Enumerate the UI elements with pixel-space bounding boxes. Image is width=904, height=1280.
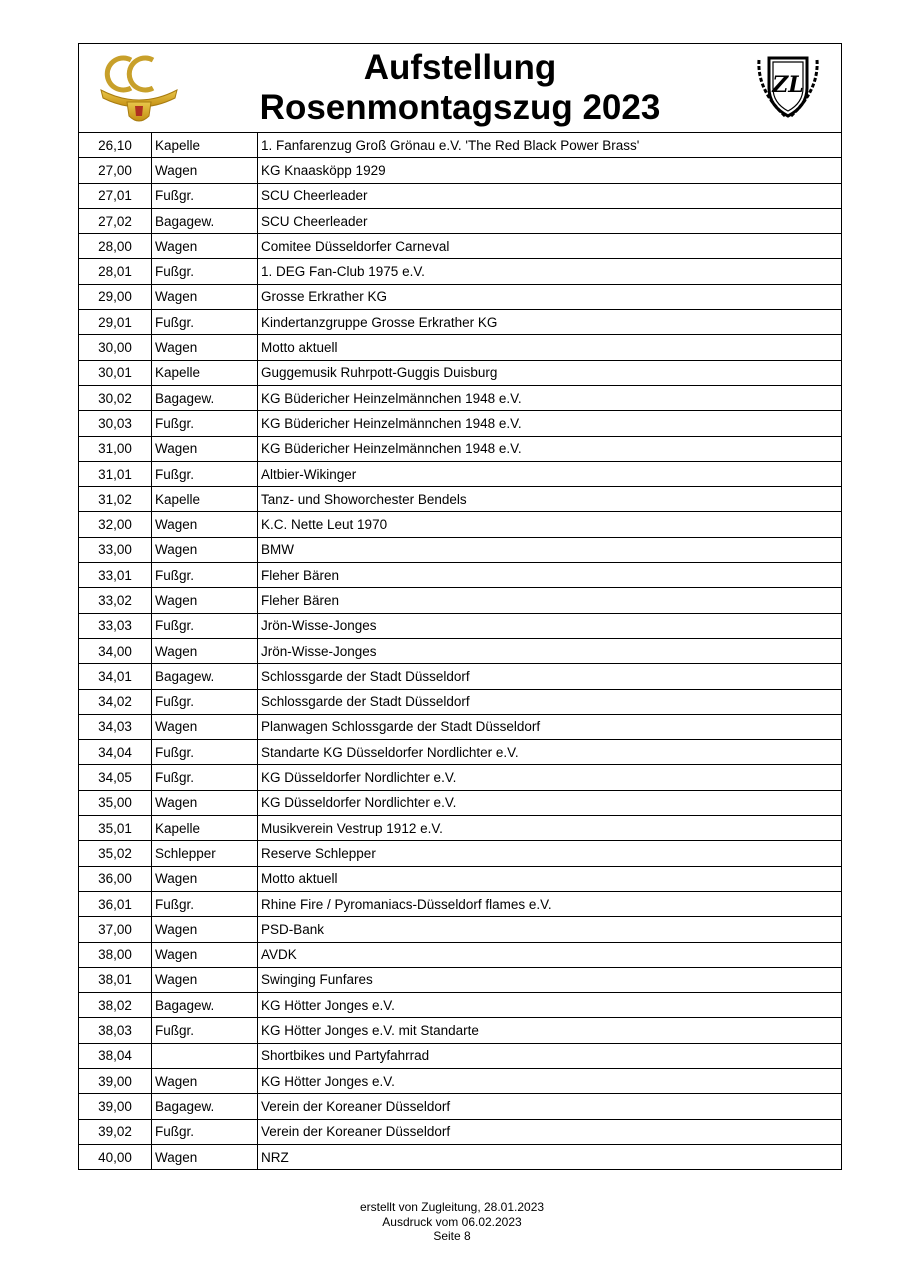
cell-participant-name: Fleher Bären xyxy=(258,563,842,588)
cell-position-number: 27,02 xyxy=(79,208,152,233)
table-row xyxy=(79,360,841,385)
cell-unit-type: Wagen xyxy=(152,158,258,183)
cell-participant-name: PSD-Bank xyxy=(258,917,842,942)
cell-participant-name: Planwagen Schlossgarde der Stadt Düsseldorf xyxy=(258,714,842,739)
cell-unit-type: Bagagew. xyxy=(152,208,258,233)
table-row xyxy=(79,1043,841,1068)
cell-unit-type: Fußgr. xyxy=(152,765,258,790)
title-line-2: Rosenmontagszug 2023 xyxy=(259,88,661,127)
cell-unit-type: Wagen xyxy=(152,790,258,815)
cell-participant-name: Jrön-Wisse-Jonges xyxy=(258,638,842,663)
cell-position-number: 31,01 xyxy=(79,461,152,486)
cell-unit-type: Wagen xyxy=(152,1144,258,1169)
cell-position-number: 37,00 xyxy=(79,917,152,942)
cell-unit-type: Kapelle xyxy=(152,816,258,841)
title-line-1: Aufstellung xyxy=(363,48,557,87)
table-row xyxy=(79,537,841,562)
cell-participant-name: AVDK xyxy=(258,942,842,967)
cell-position-number: 32,00 xyxy=(79,512,152,537)
table-row xyxy=(79,461,841,486)
cell-unit-type: Wagen xyxy=(152,436,258,461)
cell-position-number: 38,04 xyxy=(79,1043,152,1068)
table-row xyxy=(79,1068,841,1093)
cell-participant-name: KG Düsseldorfer Nordlichter e.V. xyxy=(258,790,842,815)
cell-position-number: 27,00 xyxy=(79,158,152,183)
svg-text:ZL: ZL xyxy=(772,72,804,98)
cell-unit-type: Bagagew. xyxy=(152,1094,258,1119)
cell-position-number: 33,03 xyxy=(79,613,152,638)
cell-unit-type: Wagen xyxy=(152,967,258,992)
table-row xyxy=(79,385,841,410)
cell-participant-name: 1. Fanfarenzug Groß Grönau e.V. 'The Red Black Power Brass' xyxy=(258,133,842,158)
cell-participant-name: NRZ xyxy=(258,1144,842,1169)
cell-unit-type: Fußgr. xyxy=(152,310,258,335)
cell-position-number: 34,02 xyxy=(79,689,152,714)
cell-unit-type: Wagen xyxy=(152,714,258,739)
cell-participant-name: Swinging Funfares xyxy=(258,967,842,992)
page-footer xyxy=(0,1200,904,1244)
cell-unit-type: Wagen xyxy=(152,917,258,942)
cell-position-number: 34,05 xyxy=(79,765,152,790)
cell-participant-name: Motto aktuell xyxy=(258,866,842,891)
page-title xyxy=(79,48,841,128)
cell-unit-type: Bagagew. xyxy=(152,385,258,410)
cell-unit-type: Fußgr. xyxy=(152,1119,258,1144)
cell-position-number: 39,00 xyxy=(79,1094,152,1119)
footer-page-number: Seite 8 xyxy=(433,1229,471,1243)
cell-unit-type: Wagen xyxy=(152,638,258,663)
table-row xyxy=(79,284,841,309)
table-row xyxy=(79,563,841,588)
cell-unit-type: Fußgr. xyxy=(152,891,258,916)
cell-position-number: 34,03 xyxy=(79,714,152,739)
cell-unit-type: Fußgr. xyxy=(152,461,258,486)
cell-participant-name: Kindertanzgruppe Grosse Erkrather KG xyxy=(258,310,842,335)
table-row xyxy=(79,866,841,891)
cell-unit-type: Kapelle xyxy=(152,360,258,385)
cell-position-number: 30,02 xyxy=(79,385,152,410)
cell-unit-type: Bagagew. xyxy=(152,664,258,689)
cell-position-number: 29,01 xyxy=(79,310,152,335)
cell-unit-type: Fußgr. xyxy=(152,259,258,284)
cell-unit-type: Wagen xyxy=(152,234,258,259)
cell-unit-type xyxy=(152,1043,258,1068)
table-row xyxy=(79,310,841,335)
cell-unit-type: Wagen xyxy=(152,512,258,537)
cell-position-number: 40,00 xyxy=(79,1144,152,1169)
table-row xyxy=(79,335,841,360)
cell-position-number: 35,02 xyxy=(79,841,152,866)
table-row xyxy=(79,740,841,765)
cell-participant-name: KG Büdericher Heinzelmännchen 1948 e.V. xyxy=(258,385,842,410)
cell-unit-type: Schlepper xyxy=(152,841,258,866)
table-row xyxy=(79,917,841,942)
table-row xyxy=(79,259,841,284)
cell-participant-name: Motto aktuell xyxy=(258,335,842,360)
table-row xyxy=(79,1144,841,1169)
cell-participant-name: Verein der Koreaner Düsseldorf xyxy=(258,1119,842,1144)
table-row xyxy=(79,689,841,714)
cell-participant-name: SCU Cheerleader xyxy=(258,208,842,233)
cell-position-number: 30,03 xyxy=(79,411,152,436)
cell-unit-type: Wagen xyxy=(152,942,258,967)
cell-participant-name: Fleher Bären xyxy=(258,588,842,613)
table-row xyxy=(79,790,841,815)
cell-unit-type: Fußgr. xyxy=(152,740,258,765)
table-row xyxy=(79,1119,841,1144)
cell-participant-name: Altbier-Wikinger xyxy=(258,461,842,486)
cell-participant-name: KG Büdericher Heinzelmännchen 1948 e.V. xyxy=(258,436,842,461)
cell-participant-name: 1. DEG Fan-Club 1975 e.V. xyxy=(258,259,842,284)
table-row xyxy=(79,208,841,233)
cell-position-number: 36,00 xyxy=(79,866,152,891)
footer-printed: Ausdruck vom 06.02.2023 xyxy=(382,1214,522,1229)
cell-position-number: 35,01 xyxy=(79,816,152,841)
cell-position-number: 33,00 xyxy=(79,537,152,562)
table-row xyxy=(79,1018,841,1043)
cell-position-number: 39,00 xyxy=(79,1068,152,1093)
table-row xyxy=(79,664,841,689)
cell-position-number: 33,01 xyxy=(79,563,152,588)
cell-participant-name: Standarte KG Düsseldorfer Nordlichter e.V. xyxy=(258,740,842,765)
cell-participant-name: KG Knaasköpp 1929 xyxy=(258,158,842,183)
cell-position-number: 28,01 xyxy=(79,259,152,284)
cell-unit-type: Wagen xyxy=(152,1068,258,1093)
table-row xyxy=(79,1094,841,1119)
cell-unit-type: Fußgr. xyxy=(152,563,258,588)
cell-participant-name: Reserve Schlepper xyxy=(258,841,842,866)
cell-position-number: 39,02 xyxy=(79,1119,152,1144)
cell-unit-type: Wagen xyxy=(152,284,258,309)
table-row xyxy=(79,411,841,436)
cell-position-number: 31,02 xyxy=(79,487,152,512)
cell-unit-type: Fußgr. xyxy=(152,1018,258,1043)
cell-participant-name: KG Büdericher Heinzelmännchen 1948 e.V. xyxy=(258,411,842,436)
cell-position-number: 34,00 xyxy=(79,638,152,663)
table-row xyxy=(79,183,841,208)
cell-participant-name: SCU Cheerleader xyxy=(258,183,842,208)
cell-position-number: 27,01 xyxy=(79,183,152,208)
cell-unit-type: Fußgr. xyxy=(152,613,258,638)
cell-position-number: 38,00 xyxy=(79,942,152,967)
sheet-header xyxy=(79,44,841,133)
table-row xyxy=(79,487,841,512)
table-row xyxy=(79,891,841,916)
table-row xyxy=(79,841,841,866)
table-row xyxy=(79,234,841,259)
cell-unit-type: Wagen xyxy=(152,537,258,562)
cell-participant-name: Grosse Erkrather KG xyxy=(258,284,842,309)
table-row xyxy=(79,613,841,638)
cell-position-number: 38,03 xyxy=(79,1018,152,1043)
cell-participant-name: KG Hötter Jonges e.V. mit Standarte xyxy=(258,1018,842,1043)
cell-participant-name: Verein der Koreaner Düsseldorf xyxy=(258,1094,842,1119)
table-row xyxy=(79,588,841,613)
table-row xyxy=(79,638,841,663)
table-row xyxy=(79,816,841,841)
cell-position-number: 36,01 xyxy=(79,891,152,916)
table-row xyxy=(79,967,841,992)
lineup-table xyxy=(79,133,841,1169)
table-row xyxy=(79,133,841,158)
cell-participant-name: KG Düsseldorfer Nordlichter e.V. xyxy=(258,765,842,790)
cell-position-number: 26,10 xyxy=(79,133,152,158)
cell-participant-name: Shortbikes und Partyfahrrad xyxy=(258,1043,842,1068)
cell-unit-type: Bagagew. xyxy=(152,993,258,1018)
cell-position-number: 38,02 xyxy=(79,993,152,1018)
cell-position-number: 38,01 xyxy=(79,967,152,992)
cell-participant-name: KG Hötter Jonges e.V. xyxy=(258,993,842,1018)
cell-participant-name: Schlossgarde der Stadt Düsseldorf xyxy=(258,689,842,714)
cell-participant-name: Jrön-Wisse-Jonges xyxy=(258,613,842,638)
cell-participant-name: Comitee Düsseldorfer Carneval xyxy=(258,234,842,259)
table-row xyxy=(79,512,841,537)
cell-position-number: 31,00 xyxy=(79,436,152,461)
cell-position-number: 28,00 xyxy=(79,234,152,259)
cell-unit-type: Kapelle xyxy=(152,133,258,158)
cell-participant-name: Schlossgarde der Stadt Düsseldorf xyxy=(258,664,842,689)
cell-position-number: 34,01 xyxy=(79,664,152,689)
cell-position-number: 34,04 xyxy=(79,740,152,765)
table-row xyxy=(79,714,841,739)
lineup-sheet xyxy=(78,43,842,1170)
cell-unit-type: Wagen xyxy=(152,588,258,613)
table-row xyxy=(79,436,841,461)
table-row xyxy=(79,765,841,790)
table-row xyxy=(79,158,841,183)
cell-participant-name: K.C. Nette Leut 1970 xyxy=(258,512,842,537)
cell-unit-type: Fußgr. xyxy=(152,411,258,436)
footer-created: erstellt von Zugleitung, 28.01.2023 xyxy=(359,1200,545,1214)
cell-participant-name: BMW xyxy=(258,537,842,562)
cell-participant-name: Musikverein Vestrup 1912 e.V. xyxy=(258,816,842,841)
cell-position-number: 30,00 xyxy=(79,335,152,360)
cell-position-number: 30,01 xyxy=(79,360,152,385)
cell-unit-type: Kapelle xyxy=(152,487,258,512)
cell-unit-type: Wagen xyxy=(152,866,258,891)
table-row xyxy=(79,993,841,1018)
cell-participant-name: Guggemusik Ruhrpott-Guggis Duisburg xyxy=(258,360,842,385)
cell-unit-type: Wagen xyxy=(152,335,258,360)
cell-participant-name: Tanz- und Showorchester Bendels xyxy=(258,487,842,512)
cell-unit-type: Fußgr. xyxy=(152,689,258,714)
cell-position-number: 35,00 xyxy=(79,790,152,815)
table-row xyxy=(79,942,841,967)
cell-participant-name: Rhine Fire / Pyromaniacs-Düsseldorf flames e.V. xyxy=(258,891,842,916)
cell-unit-type: Fußgr. xyxy=(152,183,258,208)
cell-position-number: 29,00 xyxy=(79,284,152,309)
cell-position-number: 33,02 xyxy=(79,588,152,613)
cell-participant-name: KG Hötter Jonges e.V. xyxy=(258,1068,842,1093)
zl-crest-icon xyxy=(755,54,821,120)
